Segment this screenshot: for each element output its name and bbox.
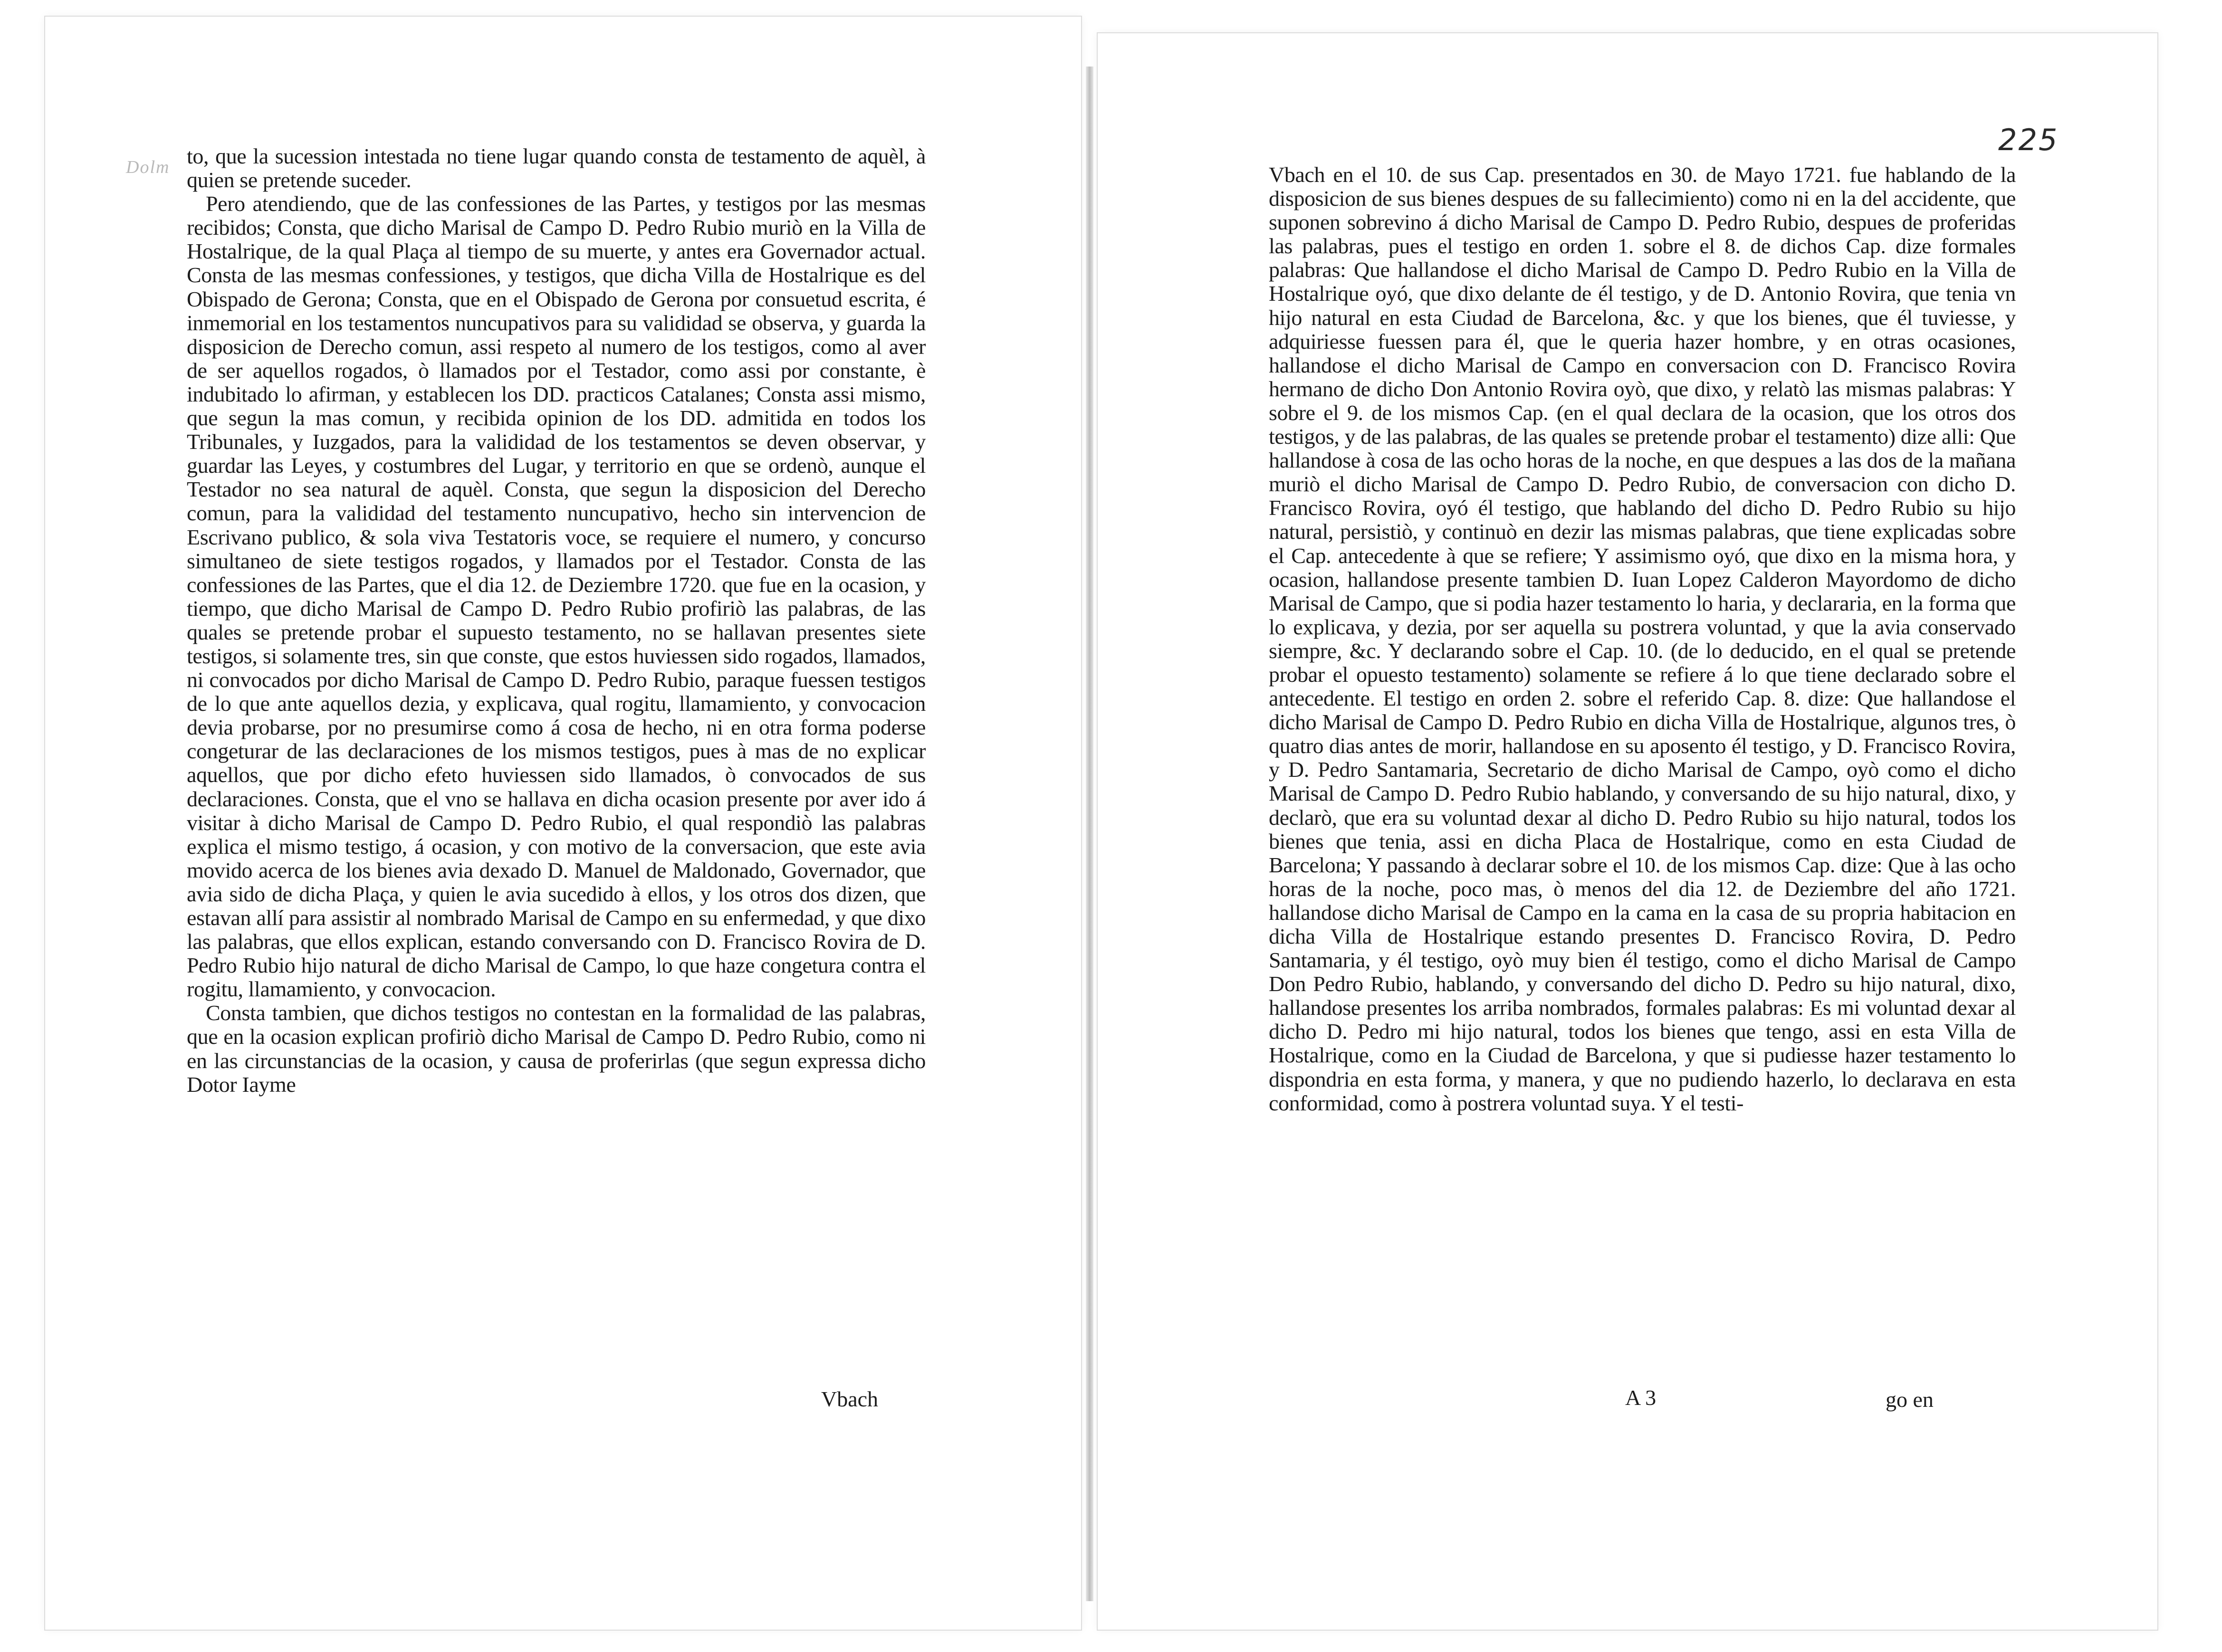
left-paragraph-1: to, que la sucession intestada no tiene lugar quando consta de testamento de aquèl, à quien se pretende suceder. <box>187 144 926 192</box>
folio-number: 225 <box>1998 123 2059 157</box>
book-gutter <box>1086 67 1093 1601</box>
margin-mark: Dolm <box>126 157 170 177</box>
right-page-text <box>1269 163 2016 1115</box>
left-page-text <box>187 144 926 1097</box>
left-paragraph-3: Consta tambien, que dichos testigos no contestan en la formalidad de las palabras, que en la ocasion explican profiriò dicho Marisal de Campo D. Pedro Rubio, como ni en las circunstancias de la ocasion, y causa de proferirlas (que segun expressa dicho Dotor Iayme <box>187 1001 926 1097</box>
left-catchword: Vbach <box>821 1387 879 1411</box>
right-catchword: go en <box>1886 1387 1934 1412</box>
right-paragraph-1: Vbach en el 10. de sus Cap. presentados en 30. de Mayo 1721. fue hablando de la disposicion de sus bienes despues de su fallecimiento) como ni en la del accidente, que suponen sobrevino á dicho Marisal de Campo D. Pedro Rubio, despues de proferidas las palabras, pues el testigo en orden 1. sobre el 8. de dichos Cap. dize formales palabras: Que hallandose el dicho Marisal de Campo D. Pedro Rubio en la Villa de Hostalrique oyó, que dixo delante de él testigo, y de D. Antonio Rovira, que tenia vn hijo natural en esta Ciudad de Barcelona, &c. y que los bienes, que él tuviesse, y adquiriesse fuessen para él, que le queria hazer hombre, y en otras ocasiones, hallandose el dicho Marisal de Campo en conversacion con D. Francisco Rovira hermano de dicho Don Antonio Rovira oyò, que dixo, y relatò las mismas palabras: Y sobre el 9. de los mismos Cap. (en el qual declara de la ocasion, que los otros dos testigos, y de las palabras, de las quales se pretende probar el testamento) dize alli: Que hallandose à cosa de las ocho horas de la noche, en que despues a las dos de la mañana muriò el dicho Marisal de Campo D. Pedro Rubio, de conversacion con dicho D. Francisco Rovira, oyó él testigo, que hablando del dicho D. Pedro Rubio su hijo natural, persistiò, y continuò en dezir las mismas palabras, que tiene explicadas sobre el Cap. antecedente à que se refiere; Y assimismo oyó, que dixo en la misma hora, y ocasion, hallandose presente tambien D. Iuan Lopez Calderon Mayordomo de dicho Marisal de Campo, que si podia hazer testamento lo haria, y declararia, en la forma que lo explicava, y dezia, por ser aquella su postrera voluntad, y que la avia conservado siempre, &c. Y declarando sobre el Cap. 10. (de lo deducido, en el qual se pretende probar el opuesto testamento) solamente se refiere á lo que tiene declarado sobre el antecedente. El testigo en orden 2. sobre el referido Cap. 8. dize: Que hallandose el dicho Marisal de Campo D. Pedro Rubio en dicha Villa de Hostalrique, algunos tres, ò quatro dias antes de morir, hallandose en su aposento él testigo, y D. Francisco Rovira, y D. Pedro Santamaria, Secretario de dicho Marisal de Campo, oyò como el dicho Marisal de Campo D. Pedro Rubio hablando, y conversando de su hijo natural, dixo, y declarò, que era su voluntad dexar al dicho D. Pedro Rubio su hijo natural, todos los bienes que tenia, assi en dicha Placa de Hostalrique, como en esta Ciudad de Barcelona; Y passando à declarar sobre el 10. de los mismos Cap. dize: Que à las ocho horas de la noche, poco mas, ò menos del dia 12. de Deziembre del año 1721. hallandose dicho Marisal de Campo en la cama en la casa de su propria habitacion en dicha Villa de Hostalrique estando presentes D. Francisco Rovira, D. Pedro Santamaria, y él testigo, oyò muy bien él testigo, como el dicho Marisal de Campo Don Pedro Rubio, hablando, y conversando del dicho D. Pedro su hijo natural, dixo, hallandose presentes los arriba nombrados, formales palabras: Es mi voluntad dexar al dicho D. Pedro mi hijo natural, todos los bienes que tengo, assi en esta Villa de Hostalrique, como en la Ciudad de Barcelona, y que si pudiesse hazer testamento lo dispondria en esta forma, y manera, y que no pudiendo hazerlo, lo declarava en esta conformidad, como à postrera voluntad suya. Y el testi- <box>1269 162 2016 1115</box>
signature-mark: A 3 <box>1625 1385 1657 1410</box>
left-paragraph-2: Pero atendiendo, que de las confessiones de las Partes, y testigos por las mesmas recibidos; Consta, que dicho Marisal de Campo D. Pedro Rubio muriò en la Villa de Hostalrique, de la qual Plaça al tiempo de su muerte, y antes era Governador actual. Consta de las mesmas confessiones, y testigos, que dicha Villa de Hostalrique es del Obispado de Gerona; Consta, que en el Obispado de Gerona por consuetud escrita, é inmemorial en los testamentos nuncupativos para su valididad se observa, y guarda la disposicion de Derecho comun, assi respeto al numero de los testigos, como al aver de ser aquellos rogados, ò llamados por el Testador, como assi por constante, è indubitado lo afirman, y establecen los DD. practicos Catalanes; Consta assi mismo, que segun la mas comun, y recibida opinion de los DD. admitida en todos los Tribunales, y Iuzgados, para la valididad de los testamentos se deven observar, y guardar las Leyes, y costumbres del Lugar, y territorio en que se ordenò, aunque el Testador no sea natural de aquèl. Consta, que segun la disposicion del Derecho comun, para la valididad del testamento nuncupativo, hecho sin intervencion de Escrivano publico, & sola viva Testatoris voce, se requiere el numero, y concurso simultaneo de siete testigos rogados, y llamados por el Testador. Consta de las confessiones de las Partes, que el dia 12. de Deziembre 1720. que fue en la ocasion, y tiempo, que dicho Marisal de Campo D. Pedro Rubio profiriò las palabras, de las quales se pretende probar el supuesto testamento, no se hallavan presentes siete testigos, si solamente tres, sin que conste, que estos huviessen sido rogados, llamados, ni convocados por dicho Marisal de Campo D. Pedro Rubio, paraque fuessen testigos de lo que ante aquellos dezia, y explicava, qual rogitu, llamamiento, y convocacion devia probarse, por no presumirse como á cosa de hecho, ni en otra forma poderse congeturar de las declaraciones de los mismos testigos, pues à mas de no explicar aquellos, que por dicho efeto huviessen sido llamados, ò convocados de sus declaraciones. Consta, que el vno se hallava en dicha ocasion presente por aver ido á visitar à dicho Marisal de Campo D. Pedro Rubio, el qual respondiò las palabras explica el mismo testigo, á ocasion, y con motivo de la conversacion, que este avia movido acerca de los bienes avia dexado D. Manuel de Maldonado, Governador, que avia sido de dicha Plaça, y quien le avia sucedido à ellos, y los otros dos dizen, que estavan allí para assistir al nombrado Marisal de Campo en su enfermedad, y que dixo las palabras, que ellos explican, estando conversando con D. Francisco Rovira de D. Pedro Rubio hijo natural de dicho Marisal de Campo, lo que haze congetura contra el rogitu, llamamiento, y convocacion. <box>187 191 926 1002</box>
